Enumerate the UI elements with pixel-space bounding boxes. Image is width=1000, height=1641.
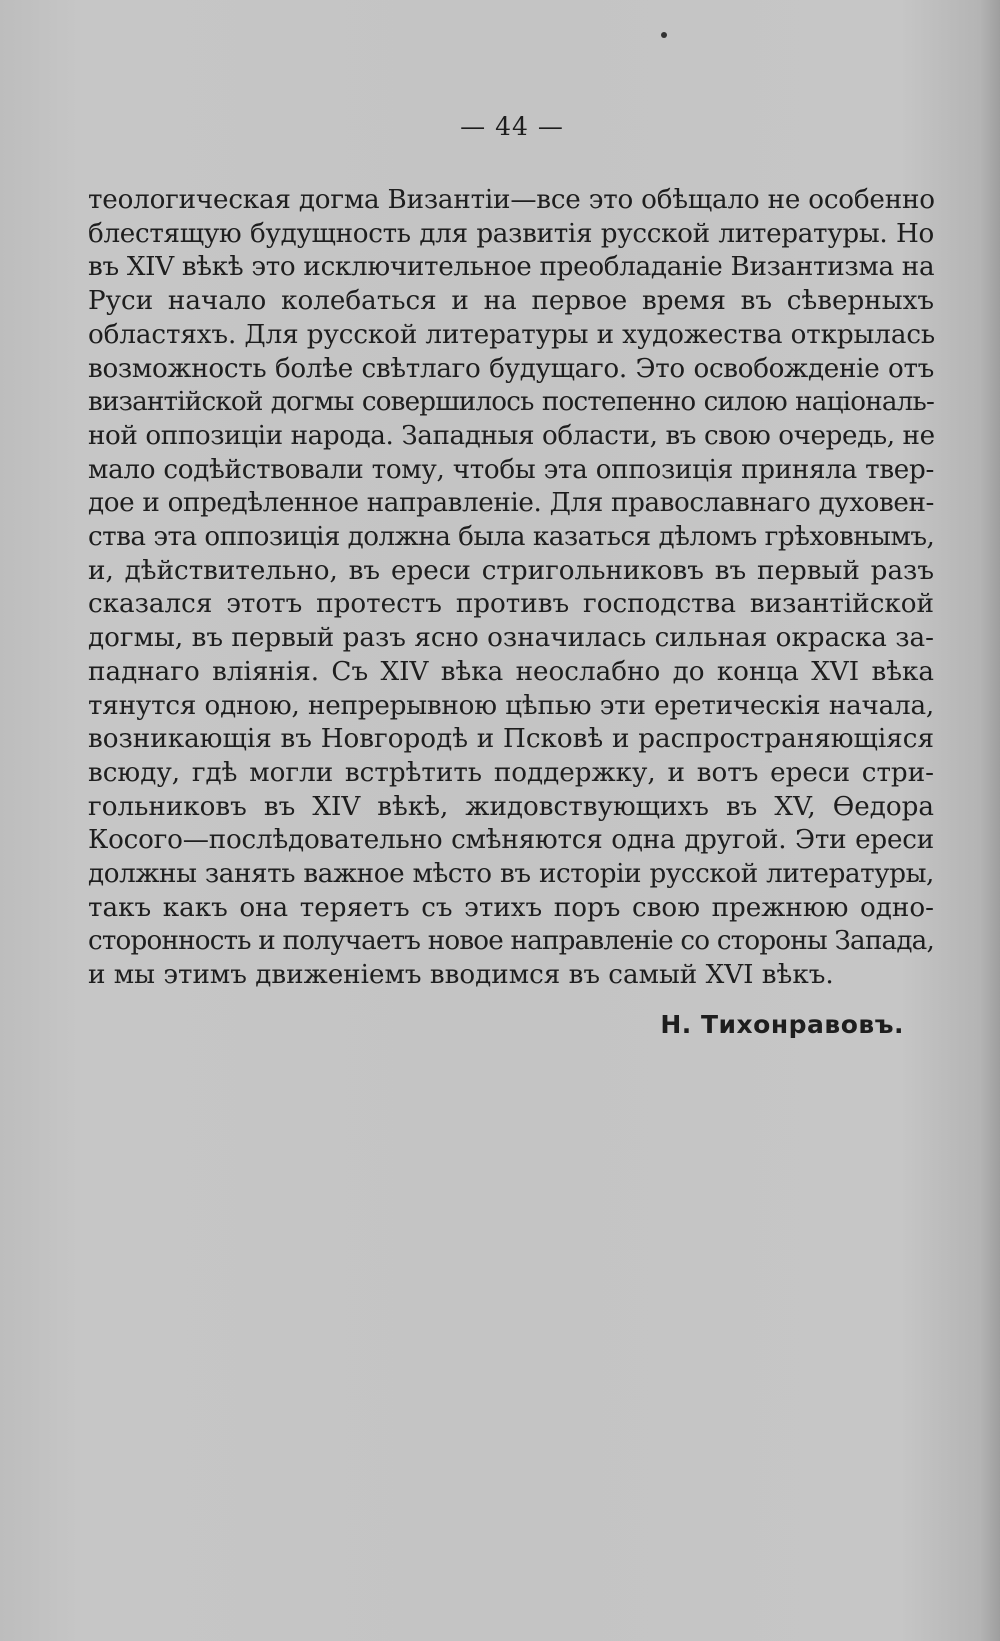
text-line-last: и мы этимъ движеніемъ вводимся въ самый XVI вѣкъ. — [88, 960, 834, 991]
text-line: Руси начало колебаться и на первое время въ сѣверныхъ — [88, 286, 934, 317]
text-line: областяхъ. Для русской литературы и художества открылась — [88, 319, 936, 350]
text-line: ной оппозиціи народа. Западныя области, въ свою очередь, не — [88, 420, 935, 451]
ink-speck — [661, 32, 667, 38]
text-line: паднаго вліянія. Съ XIV вѣка неослабно до конца XVI вѣка — [88, 656, 934, 687]
author-signature: Н. Тихонравовъ. — [660, 1010, 904, 1039]
text-line: возможность болѣе свѣтлаго будущаго. Это освобожденіе отъ — [88, 353, 934, 384]
text-line: сказался этотъ протестъ противъ господства византійской — [88, 589, 934, 620]
text-line: возникающія въ Новгородѣ и Псковѣ и распространяющіяся — [88, 724, 934, 755]
text-line: и, дѣйствительно, въ ереси стригольниковъ въ первый разъ — [88, 555, 934, 586]
text-line: всюду, гдѣ могли встрѣтить поддержку, и вотъ ереси стри- — [88, 757, 934, 788]
text-line: въ XIV вѣкѣ это исключительное преобладаніе Византизма на — [88, 252, 935, 283]
text-line: блестящую будущность для развитія русской литературы. Но — [88, 218, 934, 249]
text-line: догмы, въ первый разъ ясно означилась сильная окраска за- — [88, 623, 934, 654]
text-line: такъ какъ она теряетъ съ этихъ поръ свою прежнюю одно- — [88, 892, 934, 923]
text-line: мало содѣйствовали тому, чтобы эта оппозиція приняла твер- — [88, 454, 934, 485]
text-line: тянутся одною, непрерывною цѣпью эти еретическія начала, — [88, 690, 934, 721]
text-line: ства эта оппозиція должна была казаться дѣломъ грѣховнымъ, — [88, 522, 935, 553]
page-number: — 44 — — [460, 112, 564, 141]
text-line: Косого—послѣдовательно смѣняются одна другой. Эти ереси — [88, 825, 934, 856]
text-line: сторонность и получаетъ новое направленіе со стороны Запада, — [88, 926, 934, 957]
text-line: должны занять важное мѣсто въ исторіи русской литературы, — [88, 859, 934, 890]
text-line: теологическая догма Византіи—все это обѣщало не особенно — [88, 185, 935, 215]
text-line: византійской догмы совершилось постепенно силою національ- — [88, 387, 934, 418]
text-line: дое и опредѣленное направленіе. Для православнаго духовен- — [88, 488, 934, 519]
body-text — [88, 184, 934, 993]
text-line: гольниковъ въ XIV вѣкѣ, жидовствующихъ въ XV, Ѳедора — [88, 791, 934, 822]
